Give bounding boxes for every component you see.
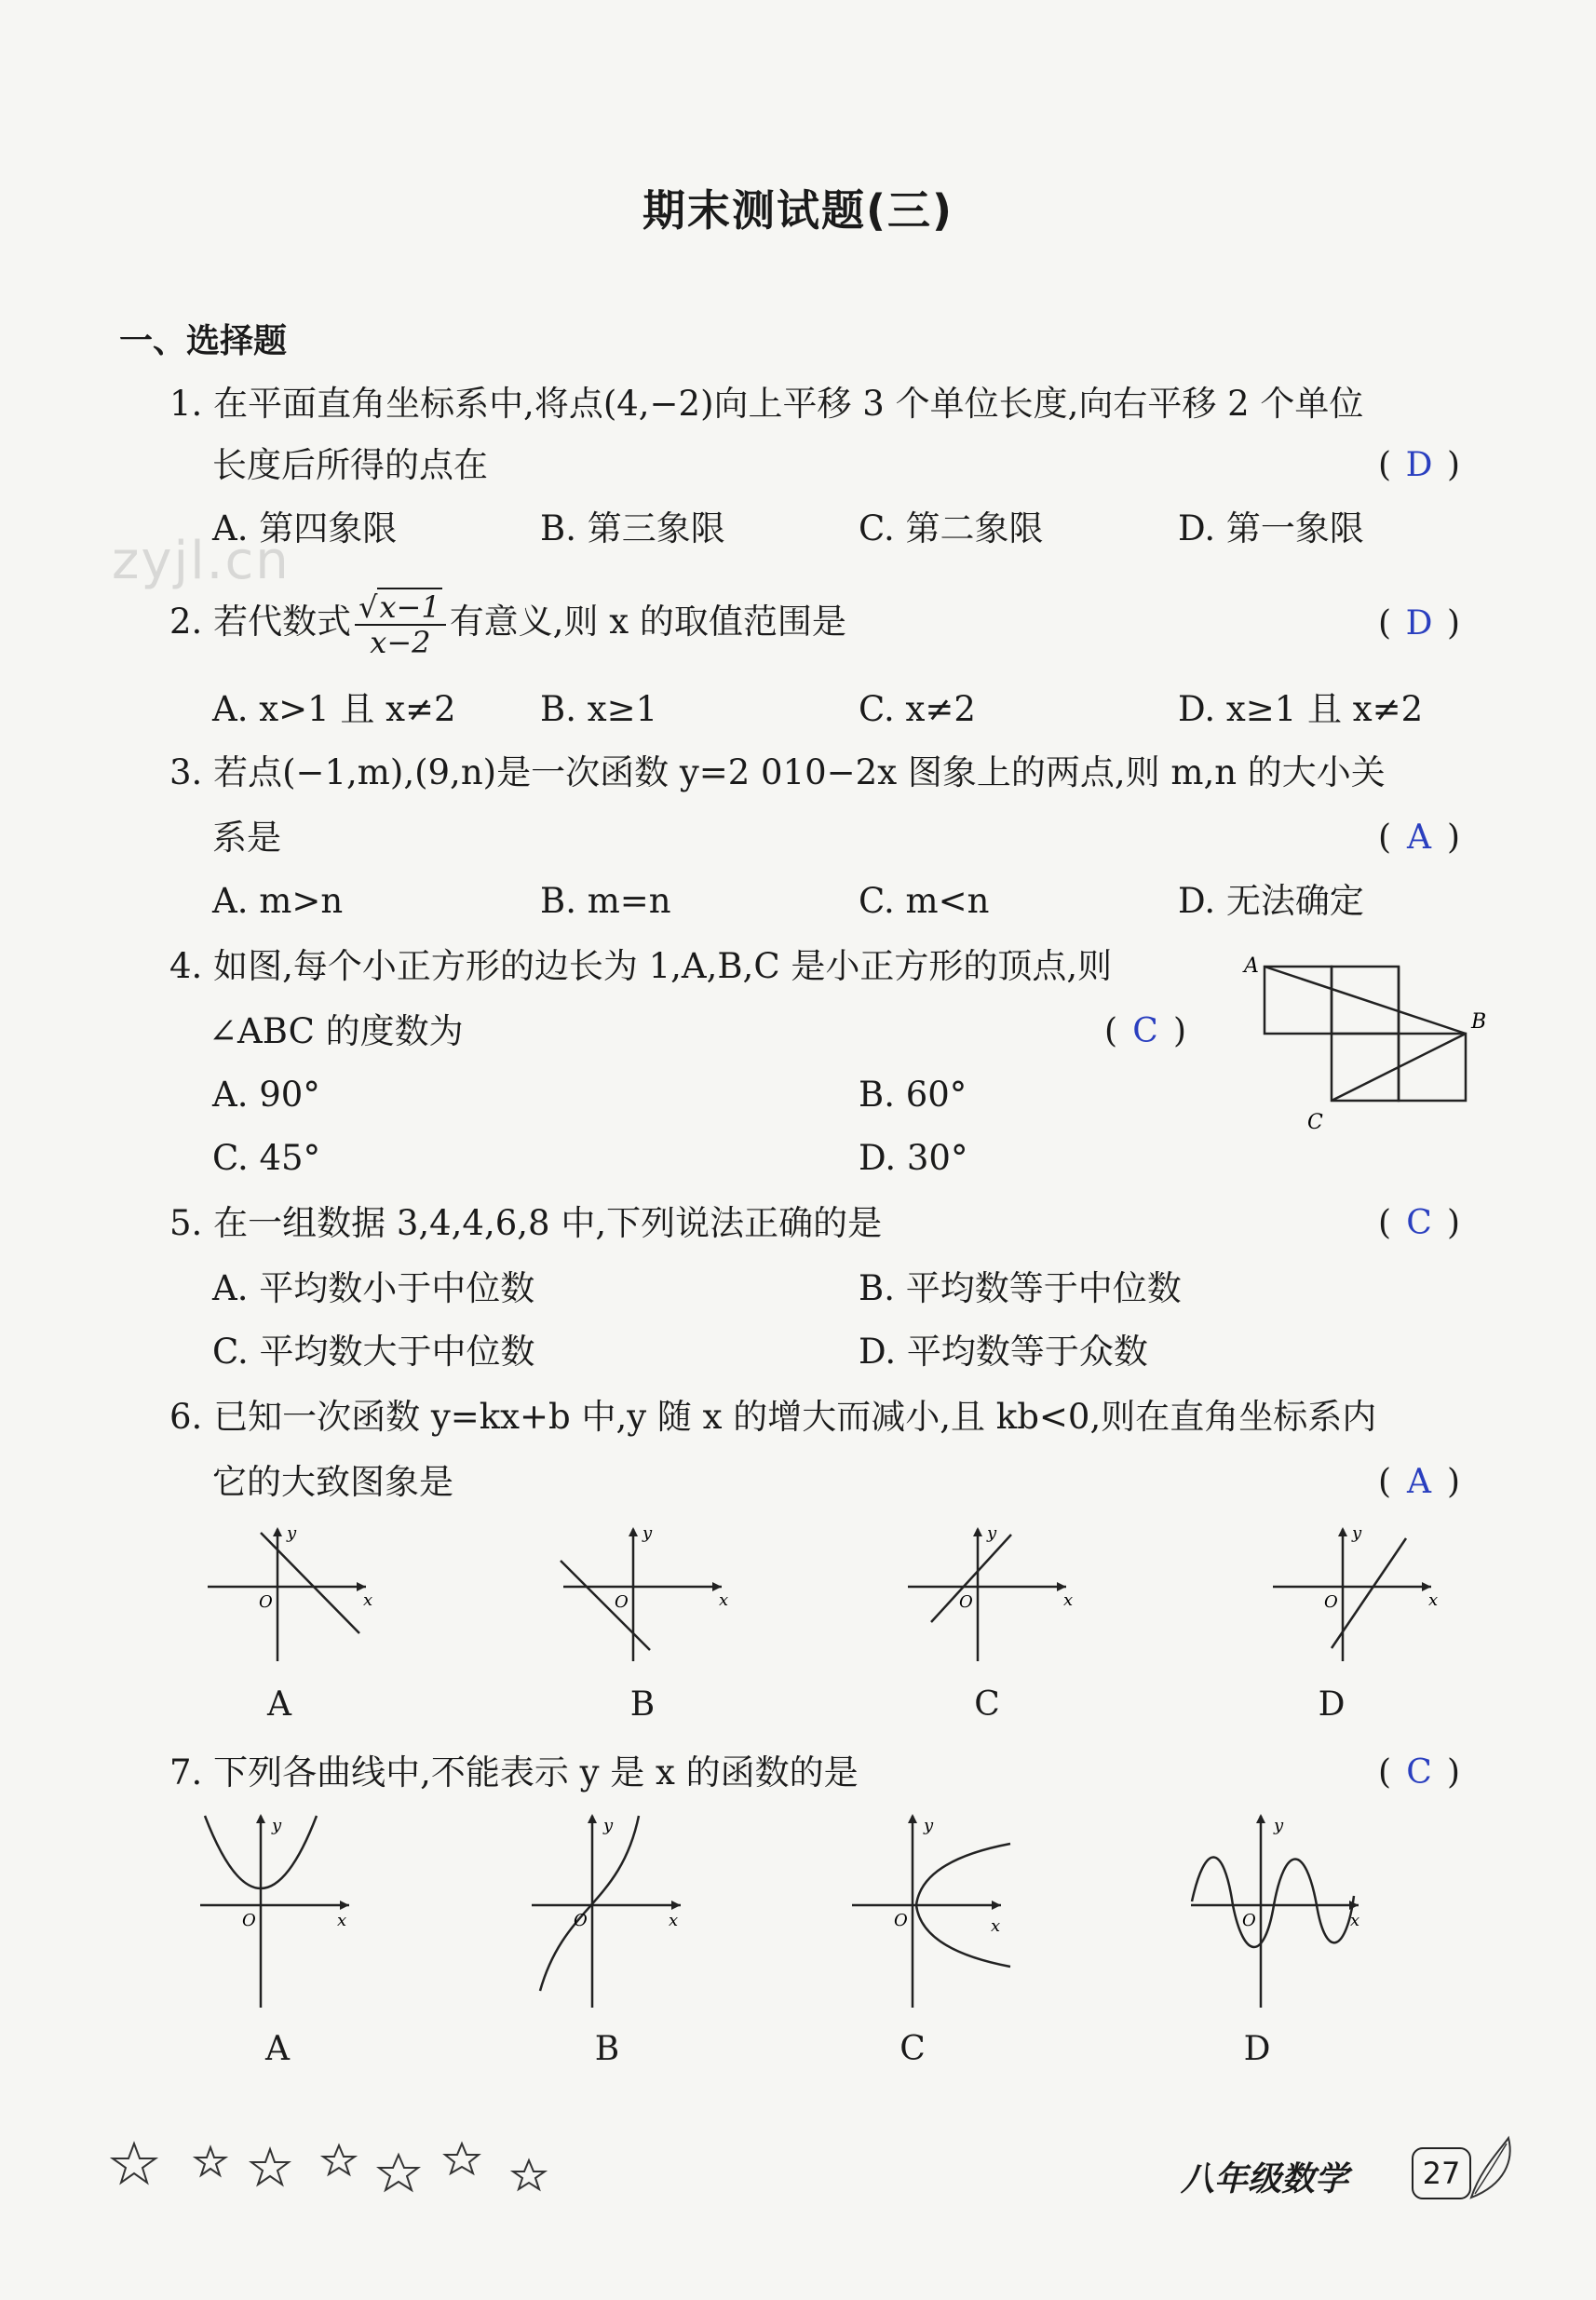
- q7-line1: 7. 下列各曲线中,不能表示 y 是 x 的函数的是: [169, 1752, 859, 1793]
- svg-text:O: O: [1324, 1592, 1338, 1612]
- svg-text:y: y: [924, 1816, 934, 1835]
- q4-line2: ∠ABC 的度数为: [209, 1011, 464, 1051]
- footer-subject: 八年级数学: [1181, 2160, 1349, 2199]
- q3-line1: 3. 若点(−1,m),(9,n)是一次函数 y=2 010−2x 图象上的两点,则 m,n 的大小关: [169, 752, 1386, 792]
- star-icon: [379, 2155, 418, 2190]
- q2-prefix: 2. 若代数式: [169, 602, 352, 642]
- svg-text:x: x: [1063, 1590, 1074, 1610]
- q6b-line: [561, 1561, 650, 1650]
- svg-text:x: x: [1350, 1911, 1360, 1930]
- svg-text:y: y: [272, 1816, 282, 1835]
- q5-option-d: D. 平均数等于众数: [859, 1332, 1148, 1372]
- svg-text:y: y: [603, 1816, 614, 1835]
- q2-frac-num: x−1: [379, 589, 440, 625]
- svg-text:y: y: [1274, 1816, 1284, 1835]
- q2-line: [169, 577, 846, 667]
- q6a-line: [261, 1533, 359, 1633]
- svg-text:O: O: [1242, 1911, 1256, 1930]
- q2-fraction: $\frac{√x-1}{x-2}$: [355, 590, 446, 659]
- q4-option-d: D. 30°: [859, 1138, 968, 1178]
- q6-graph-a: [203, 1522, 380, 1671]
- q7-label-c: C: [899, 2030, 926, 2068]
- q7-graph-d: [1186, 1812, 1373, 2017]
- section-heading: 一、选择题: [119, 322, 288, 360]
- svg-text:x: x: [337, 1911, 347, 1930]
- q6-line1: 6. 已知一次函数 y=kx+b 中,y 随 x 的增大而减小,且 kb<0,则在直角坐标系内: [169, 1397, 1377, 1437]
- q1-line2: 长度后所得的点在: [212, 445, 488, 485]
- q4-label-a: A: [1244, 954, 1259, 978]
- svg-text:O: O: [615, 1592, 629, 1612]
- q5-answer: ( C ): [1378, 1204, 1461, 1242]
- q5-option-c: C. 平均数大于中位数: [212, 1332, 535, 1372]
- q4-option-a: A. 90°: [212, 1075, 320, 1115]
- star-icon: [513, 2160, 545, 2189]
- q6-graph-d: [1268, 1522, 1445, 1671]
- q3-option-b: B. m=n: [540, 881, 671, 921]
- leaf-decoration-icon: [1462, 2132, 1518, 2207]
- q6-graph-c: [903, 1522, 1080, 1671]
- page-title: 期末测试题(三): [642, 185, 954, 236]
- svg-text:x: x: [991, 1916, 1001, 1936]
- q1-option-d: D. 第一象限: [1178, 508, 1364, 548]
- q3-option-a: A. m>n: [212, 881, 344, 921]
- q7b-cubic: [540, 1816, 639, 1991]
- svg-text:y: y: [1352, 1523, 1362, 1543]
- q2-option-a: A. x>1 且 x≠2: [212, 689, 456, 729]
- q7-graph-a: [196, 1812, 363, 2017]
- q4-label-b: B: [1471, 1010, 1487, 1034]
- page-number: 27: [1412, 2147, 1471, 2199]
- svg-text:O: O: [894, 1911, 908, 1930]
- svg-text:x: x: [1428, 1590, 1439, 1610]
- q7-graph-b: [527, 1812, 695, 2017]
- svg-text:x: x: [363, 1590, 373, 1610]
- q3-option-c: C. m<n: [859, 881, 990, 921]
- q5-option-a: A. 平均数小于中位数: [212, 1268, 535, 1308]
- q6-line2: 它的大致图象是: [212, 1462, 453, 1502]
- q4-option-c: C. 45°: [212, 1138, 321, 1178]
- svg-text:O: O: [259, 1592, 273, 1612]
- q6-label-b: B: [629, 1685, 656, 1724]
- svg-text:O: O: [959, 1592, 973, 1612]
- q1-option-c: C. 第二象限: [859, 508, 1044, 548]
- q4-grid-figure: [1238, 954, 1490, 1140]
- q1-answer: ( D ): [1378, 446, 1461, 484]
- star-icon: [323, 2145, 355, 2174]
- star-icon: [445, 2144, 479, 2173]
- q2-option-d: D. x≥1 且 x≠2: [1178, 689, 1424, 729]
- svg-text:O: O: [242, 1911, 256, 1930]
- q5-option-b: B. 平均数等于中位数: [859, 1268, 1182, 1308]
- q2-frac-den: x−2: [370, 624, 431, 660]
- q4-line1: 4. 如图,每个小正方形的边长为 1,A,B,C 是小正方形的顶点,则: [169, 946, 1113, 986]
- star-icon: [196, 2147, 225, 2175]
- q7-label-a: A: [265, 2030, 290, 2068]
- q2-suffix: 有意义,则 x 的取值范围是: [449, 602, 846, 642]
- svg-text:x: x: [719, 1590, 729, 1610]
- q4-answer: ( C ): [1104, 1012, 1187, 1050]
- q5-line1: 5. 在一组数据 3,4,4,6,8 中,下列说法正确的是: [169, 1203, 883, 1243]
- q2-option-c: C. x≠2: [859, 689, 976, 729]
- svg-text:y: y: [987, 1523, 997, 1543]
- q1-option-b: B. 第三象限: [540, 508, 725, 548]
- q6-graph-b: [559, 1522, 736, 1671]
- q4-segment-ab: [1265, 967, 1466, 1034]
- q4-option-b: B. 60°: [859, 1075, 967, 1115]
- q7-graph-c: [847, 1812, 1015, 2017]
- q7d-wave: [1192, 1857, 1354, 1947]
- q2-answer: ( D ): [1378, 604, 1461, 643]
- q6-label-d: D: [1318, 1685, 1346, 1724]
- q1-line1: 1. 在平面直角坐标系中,将点(4,−2)向上平移 3 个单位长度,向右平移 2 个单位: [169, 384, 1364, 424]
- svg-text:y: y: [287, 1523, 297, 1543]
- decorative-stars: [110, 2138, 575, 2212]
- q1-option-a: A. 第四象限: [212, 508, 398, 548]
- q6-answer: ( A ): [1378, 1463, 1461, 1501]
- q6-label-c: C: [974, 1685, 1000, 1724]
- q2-option-b: B. x≥1: [540, 689, 658, 729]
- watermark: zyjl.cn: [112, 531, 291, 591]
- q7-label-d: D: [1243, 2030, 1271, 2068]
- svg-text:x: x: [669, 1911, 679, 1930]
- star-icon: [113, 2144, 156, 2183]
- star-icon: [251, 2149, 289, 2185]
- q3-answer: ( A ): [1378, 819, 1461, 857]
- q3-option-d: D. 无法确定: [1178, 881, 1364, 921]
- svg-text:O: O: [574, 1911, 588, 1930]
- q6-label-a: A: [267, 1685, 291, 1724]
- q7-label-b: B: [594, 2030, 620, 2068]
- q4-label-c: C: [1307, 1111, 1323, 1134]
- q7-answer: ( C ): [1378, 1753, 1461, 1792]
- svg-text:y: y: [642, 1523, 653, 1543]
- q3-line2: 系是: [212, 818, 281, 858]
